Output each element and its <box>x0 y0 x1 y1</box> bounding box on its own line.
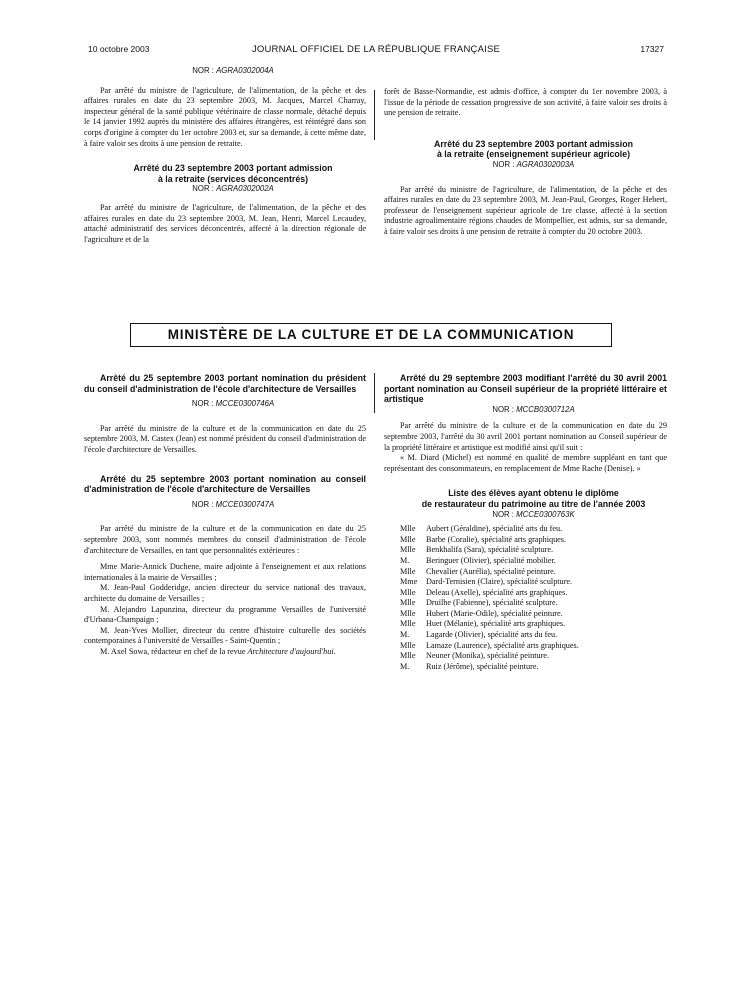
student-title: Mlle <box>400 566 416 576</box>
student-entry <box>384 630 667 641</box>
student-title: Mme <box>400 577 418 587</box>
student-text: Chevalier (Aurélia), spécialité peinture. <box>426 566 556 576</box>
nor-reference: NOR : AGRA0302002A <box>192 184 274 194</box>
header-date: 10 octobre 2003 <box>88 44 150 54</box>
header-page-number: 17327 <box>640 44 664 54</box>
student-entry <box>384 545 667 556</box>
decree-paragraph: Par arrêté du ministre de l'agriculture, de l'alimentation, de la pêche et des affaires rurales en date du 23 septembre 2003, M. Jean-Paul, Georges, Roger Hebert, professeur de l'enseignement supérieur agricole de 1re classe, affecté à la section industrie agroalimentaire régions chaudes de Montpellier, est admis, sur sa demande, à faire valoir ses droits à une pension de retraite à compter du 20 octobre 2003. <box>384 184 667 236</box>
student-title: Mlle <box>400 587 416 597</box>
decree-title: Arrêté du 29 septembre 2003 modifiant l'arrêté du 30 avril 2001 portant nomination au Conseil supérieur de la propriété littéraire et artistique <box>384 373 667 405</box>
student-entry <box>384 619 667 630</box>
student-title: Mlle <box>400 651 416 661</box>
student-title: Mlle <box>400 534 416 544</box>
member-entry: Mme Marie-Annick Duchene, maire adjointe à l'enseignement et aux relations internationales à la mairie de Versailles ; <box>84 562 366 582</box>
running-header <box>0 44 752 58</box>
member-entry: M. Alejandro Lapunzina, directeur du programme Versailles de l'université d'Urbana-Champaign ; <box>84 604 366 625</box>
decree-paragraph: « M. Diard (Michel) est nommé en qualité de membre suppléant en tant que représentant des consommateurs, en remplacement de Mme Rache (Denise). » <box>384 453 667 473</box>
student-entry <box>384 641 667 652</box>
member-entry: M. Jean-Paul Godderidge, ancien directeur du service national des travaux, architecte du domaine de Versailles ; <box>84 583 366 603</box>
student-entry <box>384 598 667 609</box>
student-entry <box>384 662 667 673</box>
top-right-column <box>384 87 667 238</box>
student-text: Beringuer (Olivier), spécialité mobilier. <box>426 555 556 565</box>
nor-reference: NOR : MCCB0300712A <box>492 404 575 414</box>
decree-paragraph: Par arrêté du ministre de l'agriculture, de l'alimentation, de la pêche et des affaires rurales en date du 23 septembre 2003, M. Jacques, Marcel Charray, inspecteur général de la santé publique vétérinaire de classe normale, détaché depuis le 14 janvier 1992 auprès du ministère des affaires étrangères, est réintégré dans son corps d'origine à compter du 1er octobre 2003 et, sur sa demande, à cette même date, à faire valoir ses droits à une pension de retraite. <box>84 85 366 148</box>
student-text: Hubert (Marie-Odile), spécialité peinture. <box>426 608 563 618</box>
decree-title-line: Arrêté du 23 septembre 2003 portant admission <box>133 163 333 174</box>
student-title: Mlle <box>400 608 416 618</box>
decree-title-line: Arrêté du 23 septembre 2003 portant admission <box>434 138 633 149</box>
student-text: Huet (Mélanie), spécialité arts graphiques. <box>426 619 566 629</box>
nor-reference: NOR : MCCE0300746A <box>191 399 275 409</box>
top-left-column <box>84 66 366 245</box>
student-title: Mlle <box>400 545 416 555</box>
student-entry <box>384 556 667 567</box>
list-title-line: Liste des élèves ayant obtenu le diplôme <box>448 488 619 499</box>
decree-paragraph-continued: forêt de Basse-Normandie, est admis d'office, à compter du 1er novembre 2003, à l'issue de la période de cessation progressive de son activité, à faire valoir ses droits à une pension de retraite. <box>384 87 667 118</box>
header-journal-title: JOURNAL OFFICIEL DE LA RÉPUBLIQUE FRANÇAISE <box>251 44 501 55</box>
student-text: Dard-Ternisien (Claire), spécialité sculpture. <box>426 577 573 587</box>
nor-reference: NOR : AGRA0302004A <box>192 66 274 75</box>
decree-paragraph: Par arrêté du ministre de l'agriculture, de l'alimentation, de la pêche et des affaires rurales en date du 23 septembre 2003, M. Jean, Henri, Marcel Lecaudey, attaché administratif des services déconcentrés, affecté à la direction régionale de l'agriculture et de la <box>84 202 366 244</box>
student-text: Deleau (Axelle), spécialité arts graphiques. <box>426 587 568 597</box>
decree-title-line: à la retraite (services déconcentrés) <box>157 173 309 184</box>
nor-reference: NOR : MCCE0300747A <box>191 499 275 509</box>
bottom-right-column <box>384 373 667 672</box>
student-title: Mlle <box>400 598 416 608</box>
student-title: M. <box>400 555 410 565</box>
column-divider <box>374 90 375 140</box>
decree-title: Arrêté du 25 septembre 2003 portant nomination au conseil d'administration de l'école d'architecture de Versailles <box>84 473 366 495</box>
nor-reference: NOR : MCCE0300763K <box>492 509 575 519</box>
decree-title: Arrêté du 25 septembre 2003 portant nomination du président du conseil d'administration de l'école d'architecture de Versailles <box>84 373 366 394</box>
student-list <box>384 524 667 672</box>
student-text: Aubert (Géraldine), spécialité arts du feu. <box>426 524 563 534</box>
student-title: Mlle <box>400 524 416 534</box>
decree-paragraph: Par arrêté du ministre de la culture et de la communication en date du 25 septembre 2003, M. Castex (Jean) est nommé président du conseil d'administration de l'école d'architecture de Versailles. <box>84 423 366 454</box>
student-text: Lagarde (Olivier), spécialité arts du feu. <box>426 630 558 640</box>
student-entry <box>384 535 667 546</box>
decree-paragraph: Par arrêté du ministre de la culture et de la communication en date du 29 septembre 2003, l'arrêté du 30 avril 2001 portant nomination au Conseil supérieur de la propriété littéraire et artistique est modifié ainsi qu'il suit : <box>384 421 667 452</box>
list-title-line: de restaurateur du patrimoine au titre de l'année 2003 <box>421 498 646 509</box>
student-entry <box>384 577 667 588</box>
student-text: Ruiz (Jérôme), spécialité peinture. <box>426 661 539 671</box>
student-title: Mlle <box>400 640 416 650</box>
student-text: Benkhalifa (Sara), spécialité sculpture. <box>426 545 554 555</box>
student-entry <box>384 588 667 599</box>
student-text: Barbe (Coralie), spécialité arts graphiques. <box>426 534 567 544</box>
student-title: M. <box>400 661 410 671</box>
ministry-heading: MINISTÈRE DE LA CULTURE ET DE LA COMMUNICATION <box>130 323 612 347</box>
decree-title-line: à la retraite (enseignement supérieur agricole) <box>436 149 631 160</box>
student-entry <box>384 524 667 535</box>
student-title: Mlle <box>400 619 416 629</box>
student-text: Neuner (Monika), spécialité peinture. <box>426 651 549 661</box>
student-text: Lamaze (Laurence), spécialité arts graphiques. <box>426 640 579 650</box>
student-title: M. <box>400 630 410 640</box>
nor-reference: NOR : AGRA0302003A <box>492 159 575 169</box>
student-entry <box>384 609 667 620</box>
member-entry: M. Axel Sowa, rédacteur en chef de la revue Architecture d'aujourd'hui. <box>100 646 336 656</box>
member-entry: M. Jean-Yves Mollier, directeur du centre d'histoire culturelle des sociétés contemporaines à l'université de Versailles - Saint-Quentin ; <box>84 625 366 646</box>
student-entry <box>384 651 667 662</box>
bottom-left-column <box>84 373 366 657</box>
student-entry <box>384 567 667 578</box>
decree-paragraph: Par arrêté du ministre de la culture et de la communication en date du 25 septembre 2003, sont nommés membres du conseil d'administration de l'école d'architecture de Versailles, en tant que personnalités extérieures : <box>84 524 366 555</box>
column-divider <box>374 373 375 413</box>
student-text: Druilhe (Fabienne), spécialité sculpture. <box>426 598 558 608</box>
